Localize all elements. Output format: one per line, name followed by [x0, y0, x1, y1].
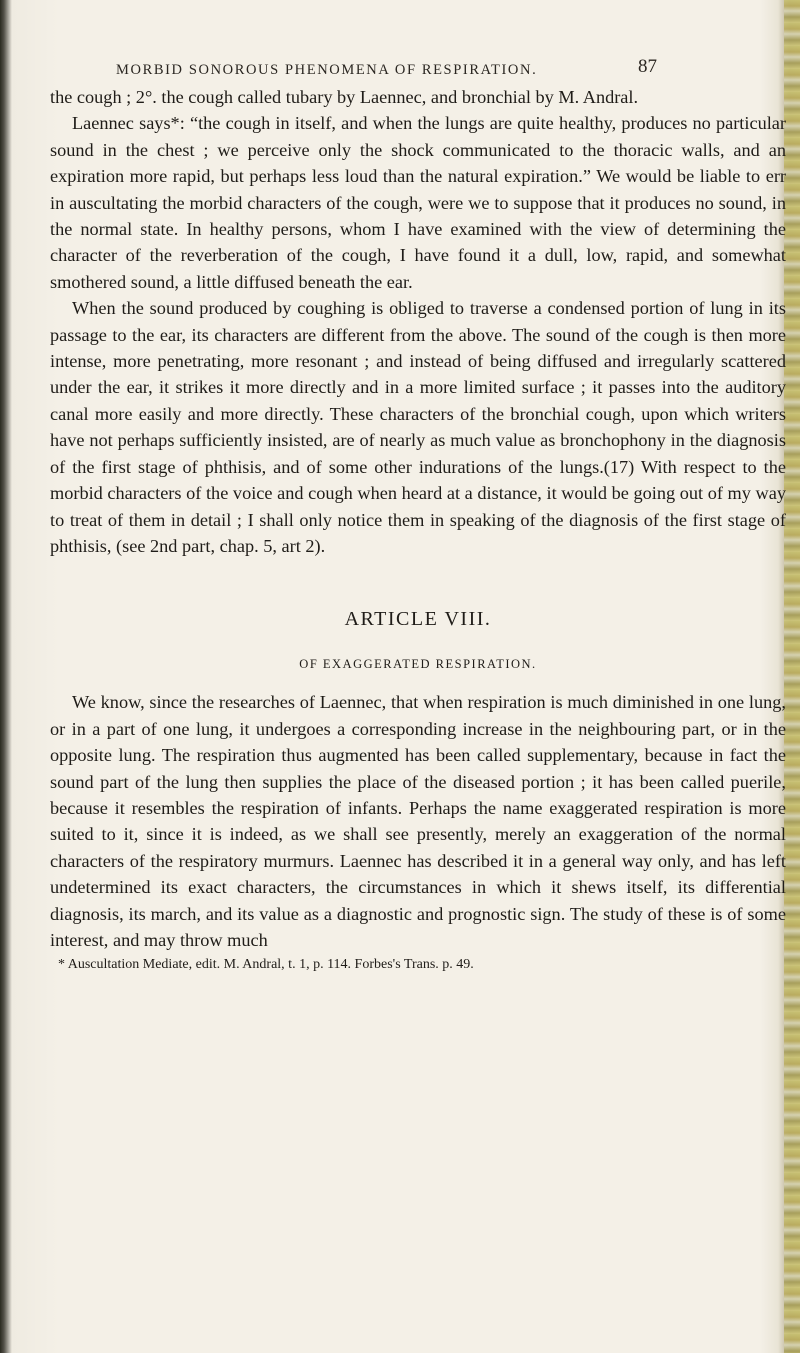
paragraph-4: We know, since the researches of Laennec, that when respiration is much diminished in one lung, or in a part of one lung, it undergoes a corresponding increase in the neighbouring part, or in the opposite lung. The respiration thus augmented has been called supplementary, because in fact the sound part of the lung then supplies the place of the diseased portion ; it has been called puerile, because it resembles the respiration of infants. Perhaps the name exaggerated respiration is more suited to it, since it is indeed, as we shall see presently, merely an exaggeration of the normal characters of the respiratory murmurs. Laennec has described it in a general way only, and has left undetermined its exact characters, the circumstances in which it shews itself, its differential diagnosis, its march, and its value as a diagnostic and prognostic sign. The study of these is of some interest, and may throw much: [50, 692, 786, 950]
running-head: [50, 40, 786, 84]
article-subtitle: OF EXAGGERATED RESPIRATION.: [299, 657, 537, 672]
article-title: ARTICLE VIII.: [344, 608, 492, 631]
page-text: [50, 40, 786, 975]
page-number: 87: [638, 56, 657, 77]
footnote: * Auscultation Mediate, edit. M. Andral, t. 1, p. 114. Forbes's Trans. p. 49.: [58, 957, 474, 973]
page-edge-right: [784, 0, 800, 1353]
paragraph-3: When the sound produced by coughing is obliged to traverse a condensed portion of lung in its passage to the ear, its characters are different from the above. The sound of the cough is then more intense, more penetrating, more resonant ; and instead of being diffused and irregularly scattered under the ear, it strikes it more directly and in a more limited surface ; it passes into the auditory canal more easily and more directly. These characters of the bronchial cough, upon which writers have not perhaps sufficiently insisted, are of nearly as much value as bronchophony in the diagnosis of the first stage of phthisis, and of some other indurations of the lungs.(17) With respect to the morbid characters of the voice and cough when heard at a distance, it would be going out of my way to treat of them in detail ; I shall only notice them in speaking of the diagnosis of the first stage of phthisis, (see 2nd part, chap. 5, art 2).: [50, 298, 786, 556]
running-title: MORBID SONOROUS PHENOMENA OF RESPIRATION.: [116, 62, 538, 78]
paragraph-2: Laennec says*: “the cough in itself, and when the lungs are quite healthy, produces no particular sound in the chest ; we perceive only the shock communicated to the thoracic walls, and an expiration more rapid, but perhaps less loud than the natural expiration.” We would be liable to err in auscultating the morbid characters of the cough, were we to suppose that it produces no sound, in the normal state. In healthy persons, whom I have examined with the view of determining the character of the reverberation of the cough, I have found it a dull, low, rapid, and somewhat smothered sound, a little diffused beneath the ear.: [50, 113, 786, 292]
paragraph-1: the cough ; 2°. the cough called tubary by Laennec, and bronchial by M. Andral.: [50, 87, 639, 107]
